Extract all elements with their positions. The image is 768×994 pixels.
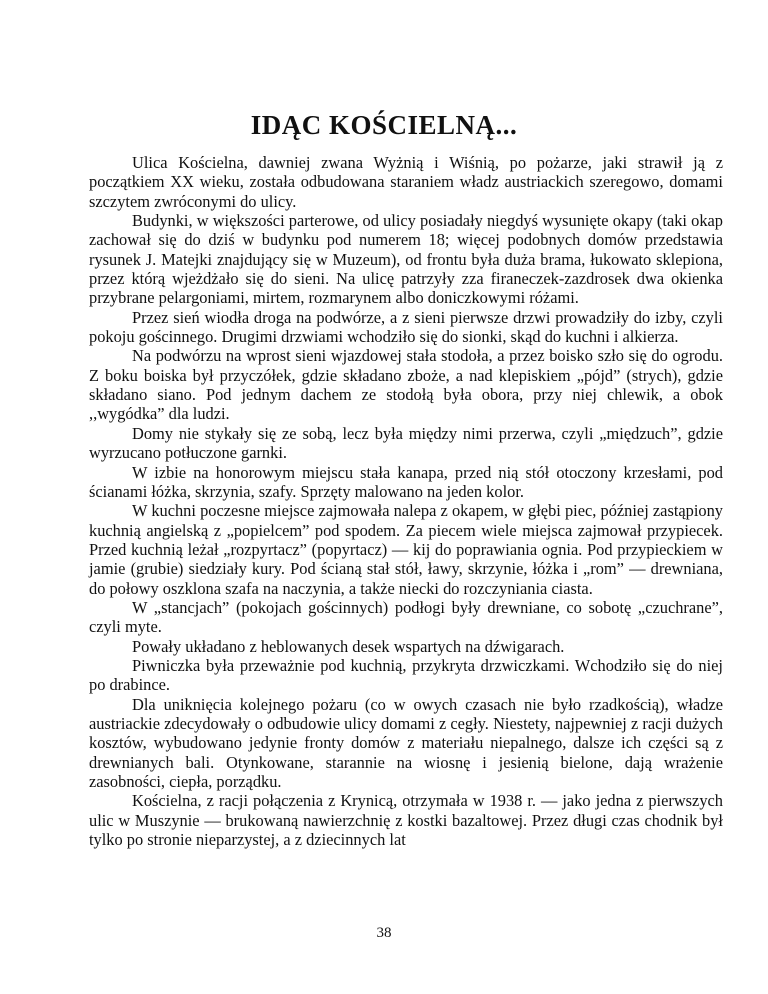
paragraph: Kościelna, z racji połączenia z Krynicą, otrzymała w 1938 r. — jako jedna z pierwszych ulic w Muszynie — brukowaną nawierzchnię z kostki bazaltowej. Przez długi czas chodnik był tylko po stronie nieparzystej, a z dziecinnych lat — [89, 791, 723, 850]
paragraph: Przez sień wiodła droga na podwórze, a z sieni pierwsze drzwi prowadziły do izby, czyli pokoju gościnnego. Drugimi drzwiami wchodziło się do sionki, skąd do kuchni i alkierza. — [89, 307, 723, 347]
page-number: 38 — [376, 925, 392, 941]
page-title: IDĄC KOŚCIELNĄ... — [250, 110, 518, 140]
paragraph: Na podwórzu na wprost sieni wjazdowej stała stodoła, a przez boisko szło się do ogrodu. Z boku boiska był przyczółek, gdzie składano zboże, a nad klepiskiem „pójd” (strych), gdzie składano siano. Pod jednym dachem ze stodołą była obora, przy niej chlewik, a obok ,,wygódka” dla ludzi. — [89, 346, 723, 424]
paragraph: Domy nie stykały się ze sobą, lecz była między nimi przerwa, czyli „międzuch”, gdzie wyrzucano potłuczone garnki. — [89, 423, 723, 463]
paragraph: Budynki, w większości parterowe, od ulicy posiadały niegdyś wysunięte okapy (taki okap zachował się do dziś w budynku pod numerem 18; więcej podobnych domów przedstawia rysunek J. Matejki znajdujący się w Muzeum), od frontu była duża brama, łukowato sklepiona, przez którą wjeżdżało się do sieni. Na ulicę patrzyły zza firaneczek-zazdrosek dwa okienka przybrane pelargoniami, mirtem, rozmarynem albo doniczkowymi różami. — [89, 211, 723, 308]
paragraph: W kuchni poczesne miejsce zajmowała nalepa z okapem, w głębi piec, później zastąpiony kuchnią angielską z „popielcem” pod spodem. Za piecem wiele miejsca zajmował przypiecek. Przed kuchnią leżał „rozpyrtacz” (popyrtacz) — kij do poprawiania ognia. Pod przypieckiem w jamie (grubie) siedziały kury. Pod ścianą stał stół, ławy, skrzynie, łóżka i „rom” — drewniana, do połowy oszklona szafa na naczynia, a także niecki do rozczyniania ciasta. — [89, 501, 723, 598]
paragraph: Powały układano z heblowanych desek wspartych na dźwigarach. — [132, 636, 565, 656]
paragraph: Ulica Kościelna, dawniej zwana Wyżnią i Wiśnią, po pożarze, jaki strawił ją z początkiem XX wieku, została odbudowana staraniem władz austriackich szeregowo, domami szczytem zwróconymi do ulicy. — [89, 153, 723, 211]
paragraph: W „stancjach” (pokojach gościnnych) podłogi były drewniane, co sobotę „czuchrane”, czyli myte. — [89, 597, 723, 637]
paragraph: W izbie na honorowym miejscu stała kanapa, przed nią stół otoczony krzesłami, pod ścianami łóżka, skrzynia, szafy. Sprzęty malowano na jeden kolor. — [89, 462, 723, 501]
paragraph: Piwniczka była przeważnie pod kuchnią, przykryta drzwiczkami. Wchodziło się do niej po drabince. — [89, 655, 723, 695]
article-body — [89, 153, 723, 849]
paragraph: Dla uniknięcia kolejnego pożaru (co w owych czasach nie było rzadkością), władze austriackie zdecydowały o odbudowie ulicy domami z cegły. Niestety, najpewniej z racji dużych kosztów, wybudowano jedynie fronty domów z materiału niepalnego, dalsze ich części są z drewnianych bali. Otynkowane, starannie na wiosnę i jesienią bielone, dają wrażenie zasobności, ciepła, porządku. — [89, 694, 723, 791]
